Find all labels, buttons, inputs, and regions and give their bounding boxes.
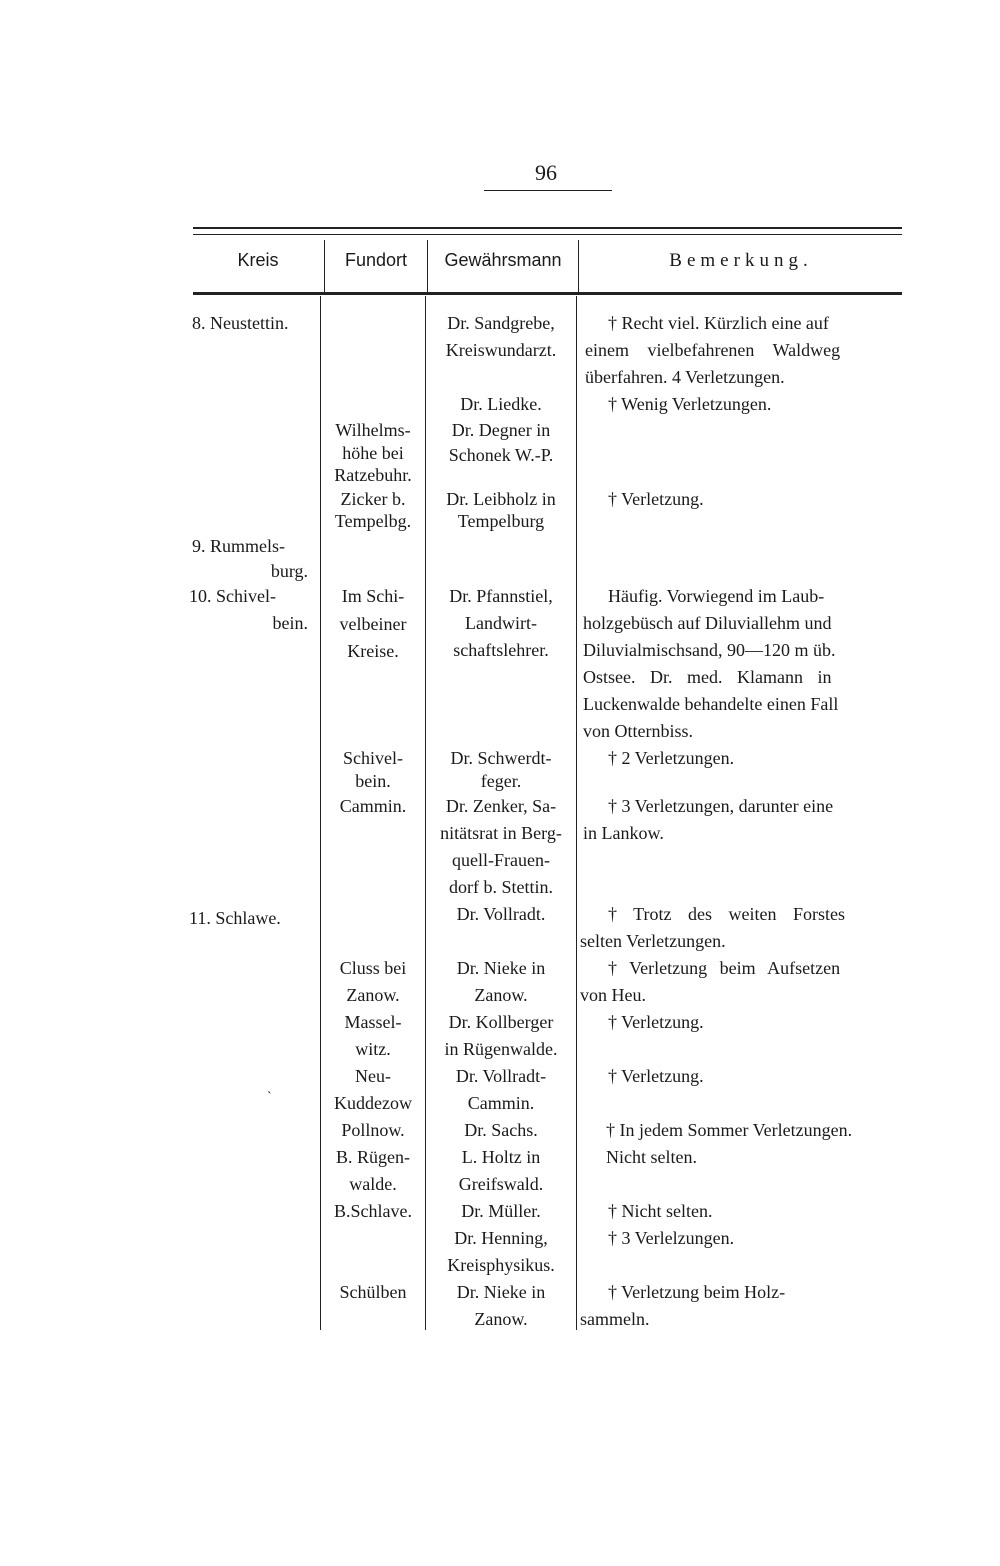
column-divider [425, 296, 426, 1330]
bemerkung-line: holzgebüsch auf Diluviallehm und [583, 613, 832, 633]
header-bemerkung: Bemerkung. [669, 250, 813, 271]
fundort-cell: B. Rügen- [336, 1147, 410, 1167]
fundort-cell: höhe bei [342, 443, 404, 463]
fundort-cell: Pollnow. [341, 1120, 405, 1140]
gewaehrsmann-cell: schaftslehrer. [453, 640, 549, 660]
bemerkung-line: † Verletzung. [608, 1012, 704, 1032]
gewaehrsmann-cell: Dr. Pfannstiel, [449, 586, 553, 606]
gewaehrsmann-cell: Kreisphysikus. [447, 1255, 555, 1275]
fundort-cell: Cammin. [339, 796, 407, 816]
header-kreis: Kreis [237, 250, 279, 270]
gewaehrsmann-cell: quell-Frauen- [452, 850, 550, 870]
fundort-cell: Zanow. [346, 985, 400, 1005]
bemerkung-line: † 2 Verletzungen. [608, 748, 735, 768]
fundort-cell: Tempelbg. [334, 511, 412, 531]
gewaehrsmann-cell: Greifswald. [458, 1174, 544, 1194]
fundort-cell: Neu- [355, 1066, 391, 1086]
header-divider [578, 240, 579, 292]
gewaehrsmann-cell: Landwirt- [465, 613, 537, 633]
gewaehrsmann-cell: Dr. Nieke in [456, 1282, 546, 1302]
bemerkung-line: † Verletzung. [608, 1066, 704, 1086]
header-divider [427, 240, 428, 292]
bemerkung-line: von Otternbiss. [583, 721, 693, 741]
bemerkung-line: † Verletzung beim Holz- [608, 1282, 786, 1302]
stray-mark: ` [267, 1090, 272, 1105]
header-fundort: Fundort [344, 250, 408, 270]
bemerkung-line: † In jedem Sommer Verletzungen. [606, 1120, 853, 1140]
gewaehrsmann-cell: Dr. Leibholz in [446, 489, 556, 509]
bemerkung-line: Nicht selten. [606, 1147, 697, 1167]
gewaehrsmann-cell: feger. [480, 771, 522, 791]
bemerkung-line: überfahren. 4 Verletzungen. [585, 367, 785, 387]
bemerkung-line: † 3 Verlelzungen. [608, 1228, 735, 1248]
column-divider [576, 296, 577, 1330]
fundort-cell: Schivel- [343, 748, 403, 768]
fundort-cell: velbeiner [339, 614, 407, 634]
fundort-cell: Zicker b. [340, 489, 406, 509]
fundort-cell: Kreise. [347, 641, 399, 661]
bemerkung-line: Luckenwalde behandelte einen Fall [583, 694, 839, 714]
bemerkung-line: Diluvialmischsand, 90—120 m üb. [583, 640, 836, 660]
bemerkung-line: Häufig. Vorwiegend im Laub- [608, 586, 825, 606]
gewaehrsmann-cell: dorf b. Stettin. [449, 877, 553, 897]
gewaehrsmann-cell: L. Holtz in [461, 1147, 541, 1167]
bemerkung-line: † Wenig Verletzungen. [608, 394, 772, 414]
bemerkung-line: † Trotz des weiten Forstes [608, 904, 845, 924]
gewaehrsmann-cell: Dr. Vollradt- [455, 1066, 547, 1086]
gewaehrsmann-cell: Dr. Nieke in [456, 958, 546, 978]
bemerkung-line: † Verletzung. [608, 489, 704, 509]
gewaehrsmann-cell: Dr. Liedke. [460, 394, 542, 414]
page-number-rule [484, 190, 612, 191]
gewaehrsmann-cell: Tempelburg [457, 511, 545, 531]
header-gewaehrsmann: Gewährsmann [444, 250, 562, 270]
header-divider [324, 240, 325, 292]
bemerkung-line: Ostsee. Dr. med. Klamann in [583, 667, 832, 687]
fundort-cell: Cluss bei [339, 958, 407, 978]
bemerkung-line: von Heu. [580, 985, 646, 1005]
fundort-cell: walde. [349, 1174, 397, 1194]
fundort-cell: Schülben [339, 1282, 407, 1302]
gewaehrsmann-cell: Dr. Degner in [451, 420, 551, 440]
gewaehrsmann-cell: Kreiswundarzt. [445, 340, 557, 360]
bemerkung-line: † 3 Verletzungen, darunter eine [608, 796, 834, 816]
gewaehrsmann-cell: Dr. Vollradt. [456, 904, 546, 924]
fundort-cell: Massel- [344, 1012, 402, 1032]
gewaehrsmann-cell: Zanow. [474, 985, 528, 1005]
bemerkung-line: † Verletzung beim Aufsetzen [608, 958, 841, 978]
fundort-cell: bein. [355, 771, 391, 791]
gewaehrsmann-cell: Dr. Schwerdt- [450, 748, 552, 768]
gewaehrsmann-cell: Dr. Sachs. [464, 1120, 538, 1140]
gewaehrsmann-cell: Schonek W.-P. [448, 445, 554, 465]
fundort-cell: Kuddezow [334, 1093, 412, 1113]
fundort-cell: Ratzebuhr. [334, 465, 412, 485]
gewaehrsmann-cell: Dr. Kollberger [448, 1012, 554, 1032]
gewaehrsmann-cell: Cammin. [467, 1093, 535, 1113]
fundort-cell: B.Schlave. [334, 1201, 412, 1221]
bemerkung-line: in Lankow. [583, 823, 664, 843]
bemerkung-line: † Recht viel. Kürzlich eine auf [608, 313, 829, 333]
bemerkung-line: selten Verletzungen. [580, 931, 726, 951]
gewaehrsmann-cell: Dr. Zenker, Sa- [445, 796, 557, 816]
table-header-rule [193, 292, 902, 295]
column-divider [320, 296, 321, 1330]
gewaehrsmann-cell: Dr. Müller. [461, 1201, 541, 1221]
gewaehrsmann-cell: in Rügenwalde. [444, 1039, 558, 1059]
bemerkung-line: sammeln. [580, 1309, 650, 1329]
kreis-cell: 10. Schivel- [189, 586, 276, 606]
gewaehrsmann-cell: nitätsrat in Berg- [440, 823, 562, 843]
table-top-rule-thin [193, 234, 902, 235]
fundort-cell: witz. [355, 1039, 391, 1059]
fundort-cell: Wilhelms- [335, 420, 411, 440]
kreis-cell: 9. Rummels- [192, 536, 285, 556]
kreis-cell: 8. Neustettin. [192, 313, 289, 333]
table-top-rule [193, 227, 902, 229]
kreis-cell: burg. [270, 561, 308, 581]
gewaehrsmann-cell: Zanow. [474, 1309, 528, 1329]
page-number: 96 [535, 160, 557, 185]
gewaehrsmann-cell: Dr. Sandgrebe, [447, 313, 555, 333]
kreis-cell: bein. [272, 613, 308, 633]
bemerkung-line: einem vielbefahrenen Waldweg [585, 340, 841, 360]
kreis-cell: 11. Schlawe. [189, 908, 281, 928]
bemerkung-line: † Nicht selten. [608, 1201, 713, 1221]
fundort-cell: Im Schi- [341, 586, 405, 606]
gewaehrsmann-cell: Dr. Henning, [454, 1228, 548, 1248]
